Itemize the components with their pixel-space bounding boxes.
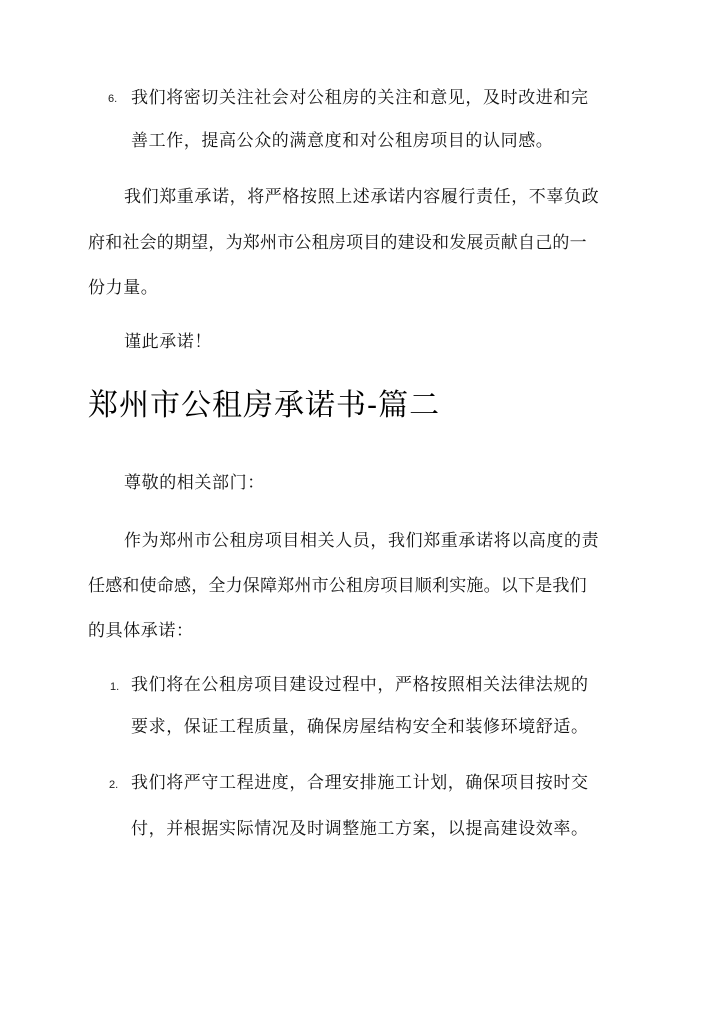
pledge-line2: 府和社会的期望，为郑州市公租房项目的建设和发展贡献自己的一 bbox=[88, 233, 587, 253]
item1-line1: 我们将在公租房项目建设过程中，严格按照相关法律法规的 bbox=[131, 675, 589, 695]
list-number-2: 2. bbox=[109, 779, 119, 791]
item2-line1: 我们将严守工程进度，合理安排施工计划，确保项目按时交 bbox=[131, 773, 589, 793]
intro-line2: 任感和使命感，全力保障郑州市公租房项目顺利实施。以下是我们 bbox=[88, 576, 587, 596]
list-number-1: 1. bbox=[110, 681, 120, 693]
item6-line1: 我们将密切关注社会对公租房的关注和意见，及时改进和完 bbox=[131, 88, 589, 108]
intro-line3: 的具体承诺： bbox=[88, 621, 194, 641]
section-heading: 郑州市公租房承诺书-篇二 bbox=[88, 388, 441, 423]
intro-line1: 作为郑州市公租房项目相关人员，我们郑重承诺将以高度的责 bbox=[124, 531, 600, 551]
list-number-6: 6. bbox=[108, 93, 118, 105]
pledge-line3: 份力量。 bbox=[88, 278, 159, 298]
item2-line2: 付，并根据实际情况及时调整施工方案，以提高建设效率。 bbox=[131, 819, 589, 839]
salutation: 尊敬的相关部门： bbox=[124, 473, 265, 493]
closing-text: 谨此承诺！ bbox=[124, 332, 212, 352]
item6-line2: 善工作，提高公众的满意度和对公租房项目的认同感。 bbox=[131, 131, 554, 151]
pledge-line1: 我们郑重承诺，将严格按照上述承诺内容履行责任，不辜负政 bbox=[124, 187, 600, 207]
item1-line2: 要求，保证工程质量，确保房屋结构安全和装修环境舒适。 bbox=[131, 717, 589, 737]
